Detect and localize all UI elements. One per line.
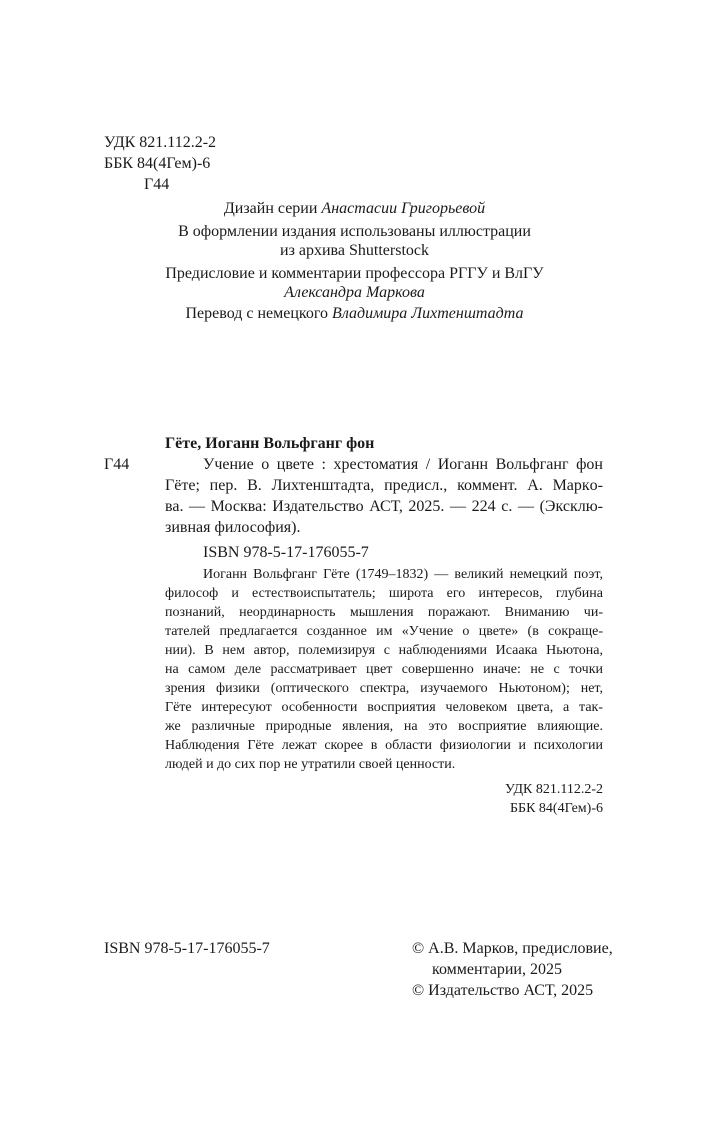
footer-isbn: ISBN 978-5-17-176055-7	[104, 940, 270, 957]
annotation-line: же различные природные явления, на это восприятие влияющие.	[165, 719, 603, 734]
copyright-line: © А.В. Марков, предисловие,	[412, 940, 613, 957]
annotation-line: Иоганн Вольфганг Гёте (1749–1832) — великий немецкий поэт,	[203, 567, 603, 582]
annotation-line: людей и до сих пор не утратили своей ценности.	[165, 757, 456, 772]
annotation-line: философ и естествоиспытатель; широта его интересов, глубина	[165, 586, 603, 601]
bbk-bottom: ББК 84(4Гем)-6	[509, 801, 603, 816]
translation-credit-prefix: Перевод с немецкого	[185, 305, 333, 322]
catalog-description-line: Гёте; пер. В. Лихтенштадта, предисл., коммент. А. Маркo-	[165, 477, 603, 494]
catalog-isbn: ISBN 978-5-17-176055-7	[203, 544, 369, 561]
catalog-author-code: Г44	[104, 456, 130, 473]
designer-name: Анастасии Григорьевой	[321, 200, 486, 217]
foreword-author-name: Александра Маркова	[284, 284, 425, 301]
design-credit	[0, 198, 709, 219]
annotation-line: на самом деле рассматривает цвет совершенно иначе: не с точки	[165, 662, 603, 677]
foreword-credit-line1: Предисловие и комментарии профессора РГГУ и ВлГУ	[165, 265, 544, 282]
author-code-top: Г44	[144, 176, 170, 193]
illustrations-credit-line2: из архива Shutterstock	[280, 242, 429, 259]
illustrations-credit-line1: В оформлении издания использованы иллюстрации	[178, 223, 531, 240]
translator-name: Владимира Лихтенштадта	[332, 305, 524, 322]
catalog-description-line: ва. — Москва: Издательство АСТ, 2025. — 224 с. — (Эксклю-	[165, 498, 603, 515]
udk-bottom: УДК 821.112.2-2	[504, 782, 603, 797]
catalog-description-line: Учение о цвете : хрестоматия / Иоганн Вольфганг фон	[203, 456, 603, 473]
annotation-line: зрения физики (оптического спектра, изучаемого Ньютоном); нет,	[165, 681, 603, 696]
annotation-line: познаний, неординарность мышления поражают. Вниманию чи-	[165, 605, 603, 620]
copyright-line: © Издательство АСТ, 2025	[412, 982, 594, 999]
annotation-line: нии). В нем автор, полемизируя с наблюдениями Исаака Ньютона,	[165, 643, 603, 658]
annotation-line: Наблюдения Гёте лежат скорее в области физиологии и психологии	[165, 738, 603, 753]
annotation-line: тателей предлагается созданное им «Учение о цвете» (в сокраще-	[165, 624, 603, 639]
udk-top: УДК 821.112.2-2	[104, 134, 217, 151]
copyright-line: комментарии, 2025	[432, 961, 562, 978]
annotation-line: Гёте интересуют особенности восприятия человеком цвета, а так-	[165, 700, 603, 715]
bbk-top: ББК 84(4Гем)-6	[104, 155, 211, 172]
catalog-author-heading: Гёте, Иоганн Вольфганг фон	[165, 435, 375, 452]
translation-credit	[0, 303, 709, 324]
design-credit-prefix: Дизайн серии	[223, 200, 322, 217]
catalog-description-line: зивная философия).	[165, 519, 301, 536]
